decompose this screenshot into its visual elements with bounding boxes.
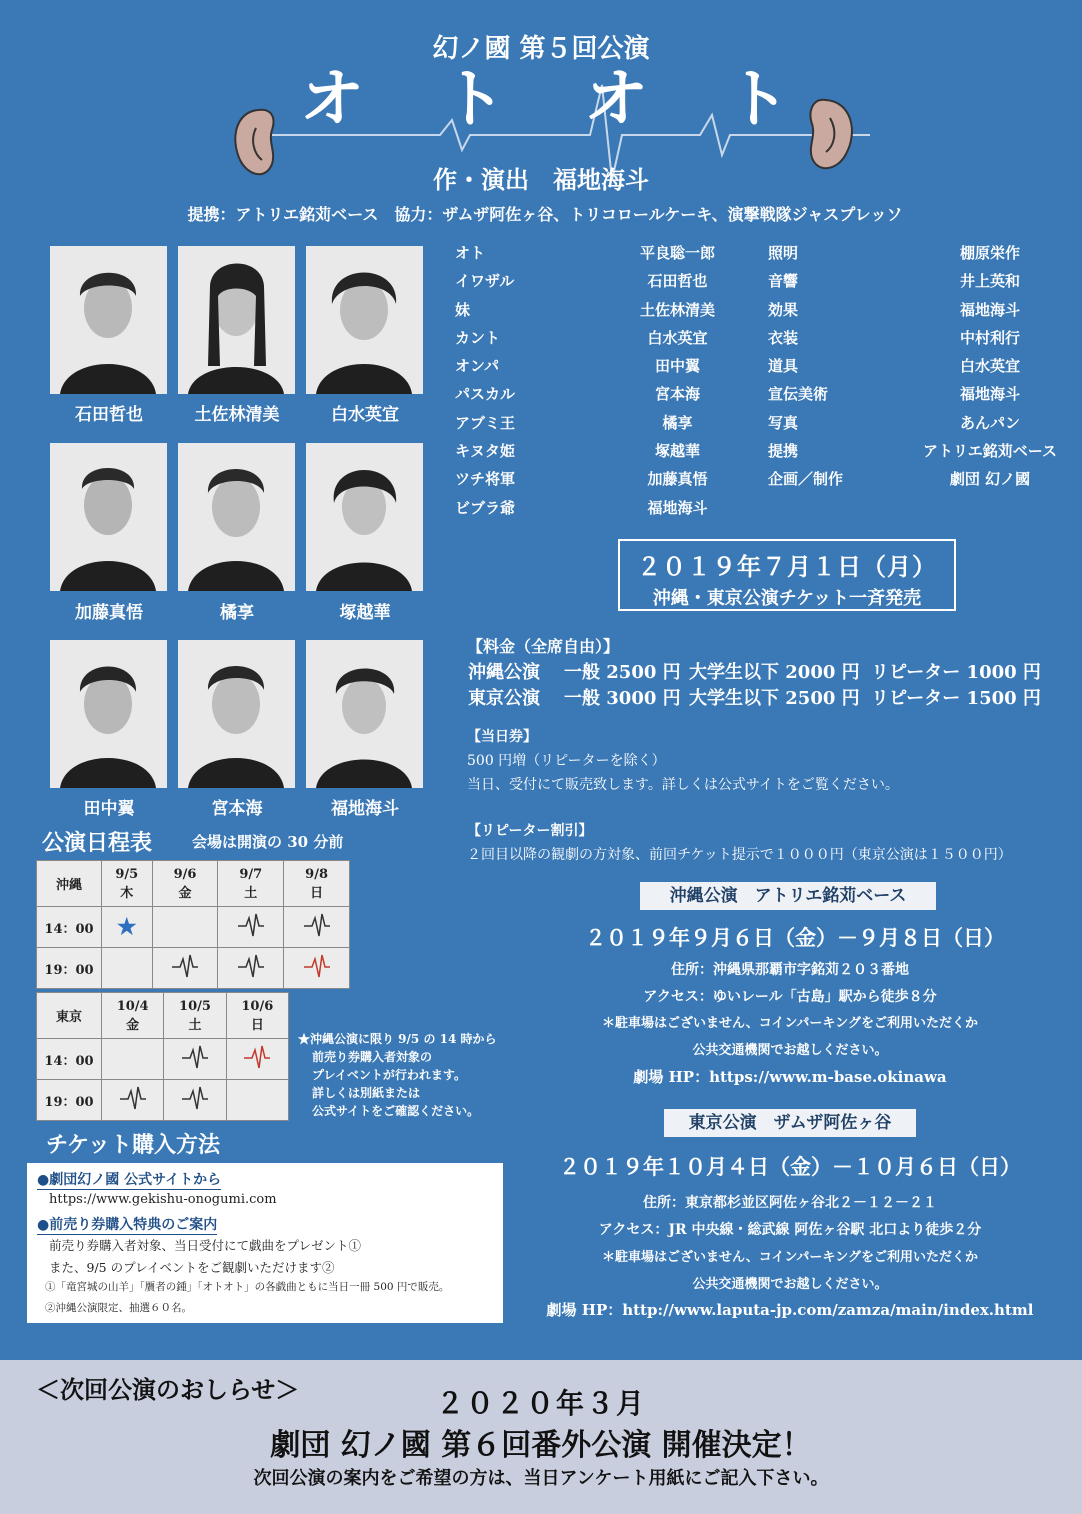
main-title — [300, 62, 790, 137]
actor-name: 平良聡一郎 — [639, 244, 715, 262]
schedule-dow: 日 — [310, 885, 324, 901]
schedule-dow: 土 — [244, 885, 258, 901]
schedule-cell — [226, 1080, 288, 1121]
staff-role-list — [768, 242, 878, 497]
okinawa-address: 住所：沖縄県那覇市字銘苅２０３番地 — [671, 962, 909, 978]
title-char-4: ト — [726, 62, 790, 137]
repeater-heading: 【リピーター割引】 — [467, 823, 593, 839]
staff-role: 提携 — [768, 442, 799, 461]
cast-name: 白水英宜 — [331, 405, 399, 425]
okinawa-schedule-table — [36, 860, 350, 989]
schedule-cell — [152, 948, 218, 989]
footnote-line: ★沖縄公演に限り 9/5 の 14 時から — [298, 1032, 497, 1046]
schedule-date: 9/6 — [173, 866, 197, 882]
cast-name: 福地海斗 — [331, 799, 399, 819]
staff-name: 白水英宜 — [959, 357, 1020, 376]
schedule-dow: 金 — [178, 885, 192, 901]
purchase-line1: 前売り券購入者対象、当日受付にて戯曲をプレゼント① — [49, 1238, 362, 1253]
ticket-release-date: ２０１９年７月１日（月） — [637, 552, 937, 581]
waveform-icon — [302, 910, 332, 940]
schedule-date: 10/6 — [241, 998, 274, 1014]
role-name: アブミ王 — [455, 413, 516, 432]
price-venue: 東京公演 — [468, 688, 540, 709]
staff-name: 中村利行 — [959, 328, 1020, 347]
price-venue: 沖縄公演 — [468, 662, 540, 683]
schedule-day — [284, 861, 350, 907]
staff-name: 棚原栄作 — [959, 244, 1020, 262]
purchase-item1: ●劇団幻ノ國 公式サイトから — [37, 1169, 221, 1190]
schedule-footnote — [298, 1030, 497, 1120]
staff-name: アトリエ銘苅ベース — [923, 442, 1057, 461]
price-student: 大学生以下 2500 円 — [689, 688, 860, 709]
next-date: ２０２０年３月 — [435, 1387, 646, 1420]
waveform-icon — [118, 1083, 148, 1113]
okinawa-hp: 劇場 HP：https://www.m-base.okinawa — [633, 1068, 947, 1086]
tokyo-parking2: 公共交通機関でお越しください。 — [692, 1277, 888, 1292]
cast-photo — [178, 443, 295, 591]
okinawa-parking2: 公共交通機関でお越しください。 — [692, 1043, 888, 1058]
staff-role: 効果 — [768, 300, 799, 319]
price-repeater: リピーター 1500 円 — [871, 688, 1041, 709]
staff-role: 衣装 — [768, 328, 799, 347]
schedule-time: 19：00 — [37, 1080, 102, 1121]
purchase-item2: ●前売り券購入特典のご案内 — [37, 1214, 217, 1235]
header-subtitle: 幻ノ國 第５回公演 — [432, 34, 650, 64]
role-list — [455, 242, 575, 525]
staff-name: 劇団 幻ノ國 — [949, 470, 1031, 489]
same-day-line1: 500 円増（リピーターを除く） — [467, 753, 666, 769]
schedule-day — [164, 993, 226, 1039]
actor-name: 宮本海 — [654, 385, 700, 404]
role-name: ビブラ爺 — [455, 498, 516, 517]
price-table — [468, 658, 1068, 710]
schedule-day — [218, 861, 284, 907]
schedule-date: 10/5 — [179, 998, 211, 1014]
cast-name: 田中翼 — [83, 799, 135, 819]
schedule-cell — [164, 1080, 226, 1121]
cast-name: 宮本海 — [211, 799, 263, 819]
schedule-day — [102, 993, 164, 1039]
okinawa-access: アクセス：ゆいレール「古島」駅から徒歩８分 — [643, 989, 937, 1005]
price-general: 一般 3000 円 — [564, 688, 681, 709]
footnote-line: 詳しくは別紙または — [312, 1086, 421, 1100]
cast-name: 土佐林清美 — [194, 405, 280, 425]
actor-name: 土佐林清美 — [639, 300, 715, 319]
schedule-cell — [164, 1039, 226, 1080]
schedule-day — [152, 861, 218, 907]
cast-photo — [50, 246, 167, 394]
same-day-heading: 【当日券】 — [467, 729, 537, 745]
waveform-icon-red — [242, 1042, 272, 1072]
actor-name: 塚越華 — [654, 442, 700, 461]
cast-photo — [306, 640, 423, 788]
schedule-time: 19：00 — [37, 948, 102, 989]
repeater-line: ２回目以降の観劇の方対象、前回チケット提示で１０００円（東京公演は１５００円） — [467, 847, 1012, 863]
staff-role: 企画／制作 — [768, 470, 844, 489]
ticket-release-text: 沖縄・東京公演チケット一斉発売 — [652, 588, 922, 609]
role-name: カント — [455, 328, 501, 347]
waveform-icon — [236, 910, 266, 940]
tokyo-schedule-table — [36, 992, 289, 1121]
schedule-date: 10/4 — [116, 998, 149, 1014]
schedule-cell — [102, 948, 153, 989]
schedule-cell — [102, 1080, 164, 1121]
staff-role: 道具 — [768, 357, 799, 376]
schedule-cell — [284, 948, 350, 989]
tokyo-parking: ＊駐車場はございません、コインパーキングをご利用いただくか — [601, 1250, 979, 1265]
cast-photo — [306, 246, 423, 394]
schedule-venue: 沖縄 — [37, 861, 102, 907]
staff-role: 宣伝美術 — [768, 385, 829, 404]
actor-list — [615, 242, 740, 525]
star-icon: ★ — [116, 914, 137, 940]
staff-role: 写真 — [768, 413, 799, 432]
same-day-line2: 当日、受付にて販売致します。詳しくは公式サイトをご覧ください。 — [467, 777, 899, 793]
waveform-icon — [180, 1042, 210, 1072]
role-name: 妹 — [455, 300, 471, 319]
actor-name: 橘享 — [662, 413, 693, 432]
schedule-dow: 土 — [188, 1017, 202, 1033]
schedule-heading: 公演日程表 — [42, 830, 153, 856]
schedule-dow: 木 — [120, 885, 134, 901]
title-char-2: ト — [442, 62, 506, 137]
price-repeater: リピーター 1000 円 — [871, 662, 1041, 683]
price-general: 一般 2500 円 — [564, 662, 681, 683]
schedule-day — [226, 993, 288, 1039]
role-name: ツチ将軍 — [455, 470, 516, 489]
staff-role: 音響 — [768, 272, 799, 291]
waveform-icon — [170, 951, 200, 981]
footer-banner — [0, 1360, 1082, 1514]
actor-name: 福地海斗 — [647, 498, 708, 517]
title-char-1: オ — [300, 62, 364, 137]
waveform-icon-red — [302, 951, 332, 981]
schedule-day — [102, 861, 153, 907]
waveform-icon — [180, 1083, 210, 1113]
footnote-line: プレイベントが行われます。 — [312, 1068, 466, 1082]
purchase-url[interactable]: https://www.gekishu-onogumi.com — [49, 1192, 277, 1207]
role-name: パスカル — [455, 385, 516, 404]
price-heading: 【料金（全席自由）】 — [467, 637, 620, 656]
ticket-release-box — [618, 539, 956, 611]
purchase-heading: チケット購入方法 — [46, 1132, 221, 1158]
price-row-okinawa — [468, 658, 1068, 684]
okinawa-label: 沖縄公演 アトリエ銘苅ベース — [640, 882, 936, 910]
cast-photo — [178, 640, 295, 788]
price-row-tokyo — [468, 684, 1068, 710]
schedule-time: 14：00 — [37, 1039, 102, 1080]
next-text: 次回公演の案内をご希望の方は、当日アンケート用紙にご記入下さい。 — [253, 1468, 829, 1489]
actor-name: 田中翼 — [654, 357, 700, 376]
okinawa-dates: ２０１９年９月６日（金）－９月８日（日） — [585, 925, 1005, 950]
cast-name: 石田哲也 — [75, 405, 143, 425]
schedule-date: 9/7 — [239, 866, 263, 882]
footnote-line: 公式サイトをご確認ください。 — [312, 1104, 480, 1118]
purchase-note1: ①「竜宮城の山羊」「贋者の鍾」「オトオト」の各戯曲ともに当日一冊 500 円で販売。 — [45, 1281, 450, 1293]
tokyo-hp: 劇場 HP：http://www.laputa-jp.com/zamza/main/index.html — [546, 1301, 1034, 1319]
okinawa-parking: ＊駐車場はございません、コインパーキングをご利用いただくか — [601, 1016, 979, 1031]
schedule-cell — [218, 907, 284, 948]
price-student: 大学生以下 2000 円 — [689, 662, 860, 683]
tokyo-access: アクセス：JR 中央線・総武線 阿佐ヶ谷駅 北口より徒歩２分 — [598, 1222, 982, 1238]
schedule-cell — [218, 948, 284, 989]
actor-name: 石田哲也 — [647, 272, 708, 291]
schedule-cell — [284, 907, 350, 948]
cast-name: 塚越華 — [339, 603, 391, 623]
next-title: 劇団 幻ノ國 第６回番外公演 開催決定！ — [270, 1428, 812, 1463]
role-name: キヌタ姫 — [455, 442, 515, 461]
schedule-date: 9/8 — [305, 866, 329, 882]
partners-line: 提携：アトリエ銘苅ベース 協力：ザムザ阿佐ヶ谷、トリコロールケーキ、演撃戦隊ジャスプレッソ — [187, 205, 903, 224]
staff-name: 井上英和 — [959, 272, 1020, 291]
waveform-icon — [236, 951, 266, 981]
schedule-time: 14：00 — [37, 907, 102, 948]
tokyo-label: 東京公演 ザムザ阿佐ヶ谷 — [664, 1109, 916, 1137]
staff-name: あんパン — [959, 413, 1020, 432]
title-char-3: オ — [584, 62, 648, 137]
actor-name: 白水英宜 — [647, 328, 708, 347]
schedule-note: 会場は開演の 30 分前 — [192, 833, 344, 851]
cast-name: 加藤真悟 — [75, 603, 143, 623]
schedule-dow: 金 — [126, 1017, 140, 1033]
staff-name: 福地海斗 — [959, 300, 1020, 319]
cast-photo — [50, 443, 167, 591]
role-name: オト — [455, 244, 486, 262]
schedule-cell — [152, 907, 218, 948]
schedule-dow: 日 — [250, 1017, 264, 1033]
cast-photo — [50, 640, 167, 788]
purchase-line2: また、9/5 のプレイベントをご観劇いただけます② — [49, 1260, 335, 1275]
purchase-note2: ②沖縄公演限定、抽選６０名。 — [45, 1302, 192, 1314]
footnote-line: 前売り券購入者対象の — [312, 1050, 433, 1064]
schedule-cell — [226, 1039, 288, 1080]
next-heading: ＜次回公演のおしらせ＞ — [36, 1375, 300, 1404]
cast-name: 橘享 — [220, 603, 254, 623]
purchase-box — [27, 1163, 503, 1323]
schedule-venue: 東京 — [37, 993, 102, 1039]
staff-name-list — [905, 242, 1075, 497]
author-credit: 作・演出 福地海斗 — [433, 165, 649, 194]
cast-photo — [178, 246, 295, 394]
schedule-cell — [102, 907, 153, 948]
staff-name: 福地海斗 — [959, 385, 1020, 404]
role-name: イワザル — [455, 272, 515, 291]
role-name: オンパ — [455, 357, 499, 376]
schedule-date: 9/5 — [115, 866, 139, 882]
tokyo-address: 住所：東京都杉並区阿佐ヶ谷北２－１２－２１ — [643, 1195, 937, 1211]
cast-photo — [306, 443, 423, 591]
schedule-cell — [102, 1039, 164, 1080]
actor-name: 加藤真悟 — [647, 470, 708, 489]
right-ear-icon — [811, 100, 852, 168]
staff-role: 照明 — [768, 244, 799, 262]
tokyo-dates: ２０１９年１０月４日（金）－１０月６日（日） — [559, 1154, 1021, 1179]
